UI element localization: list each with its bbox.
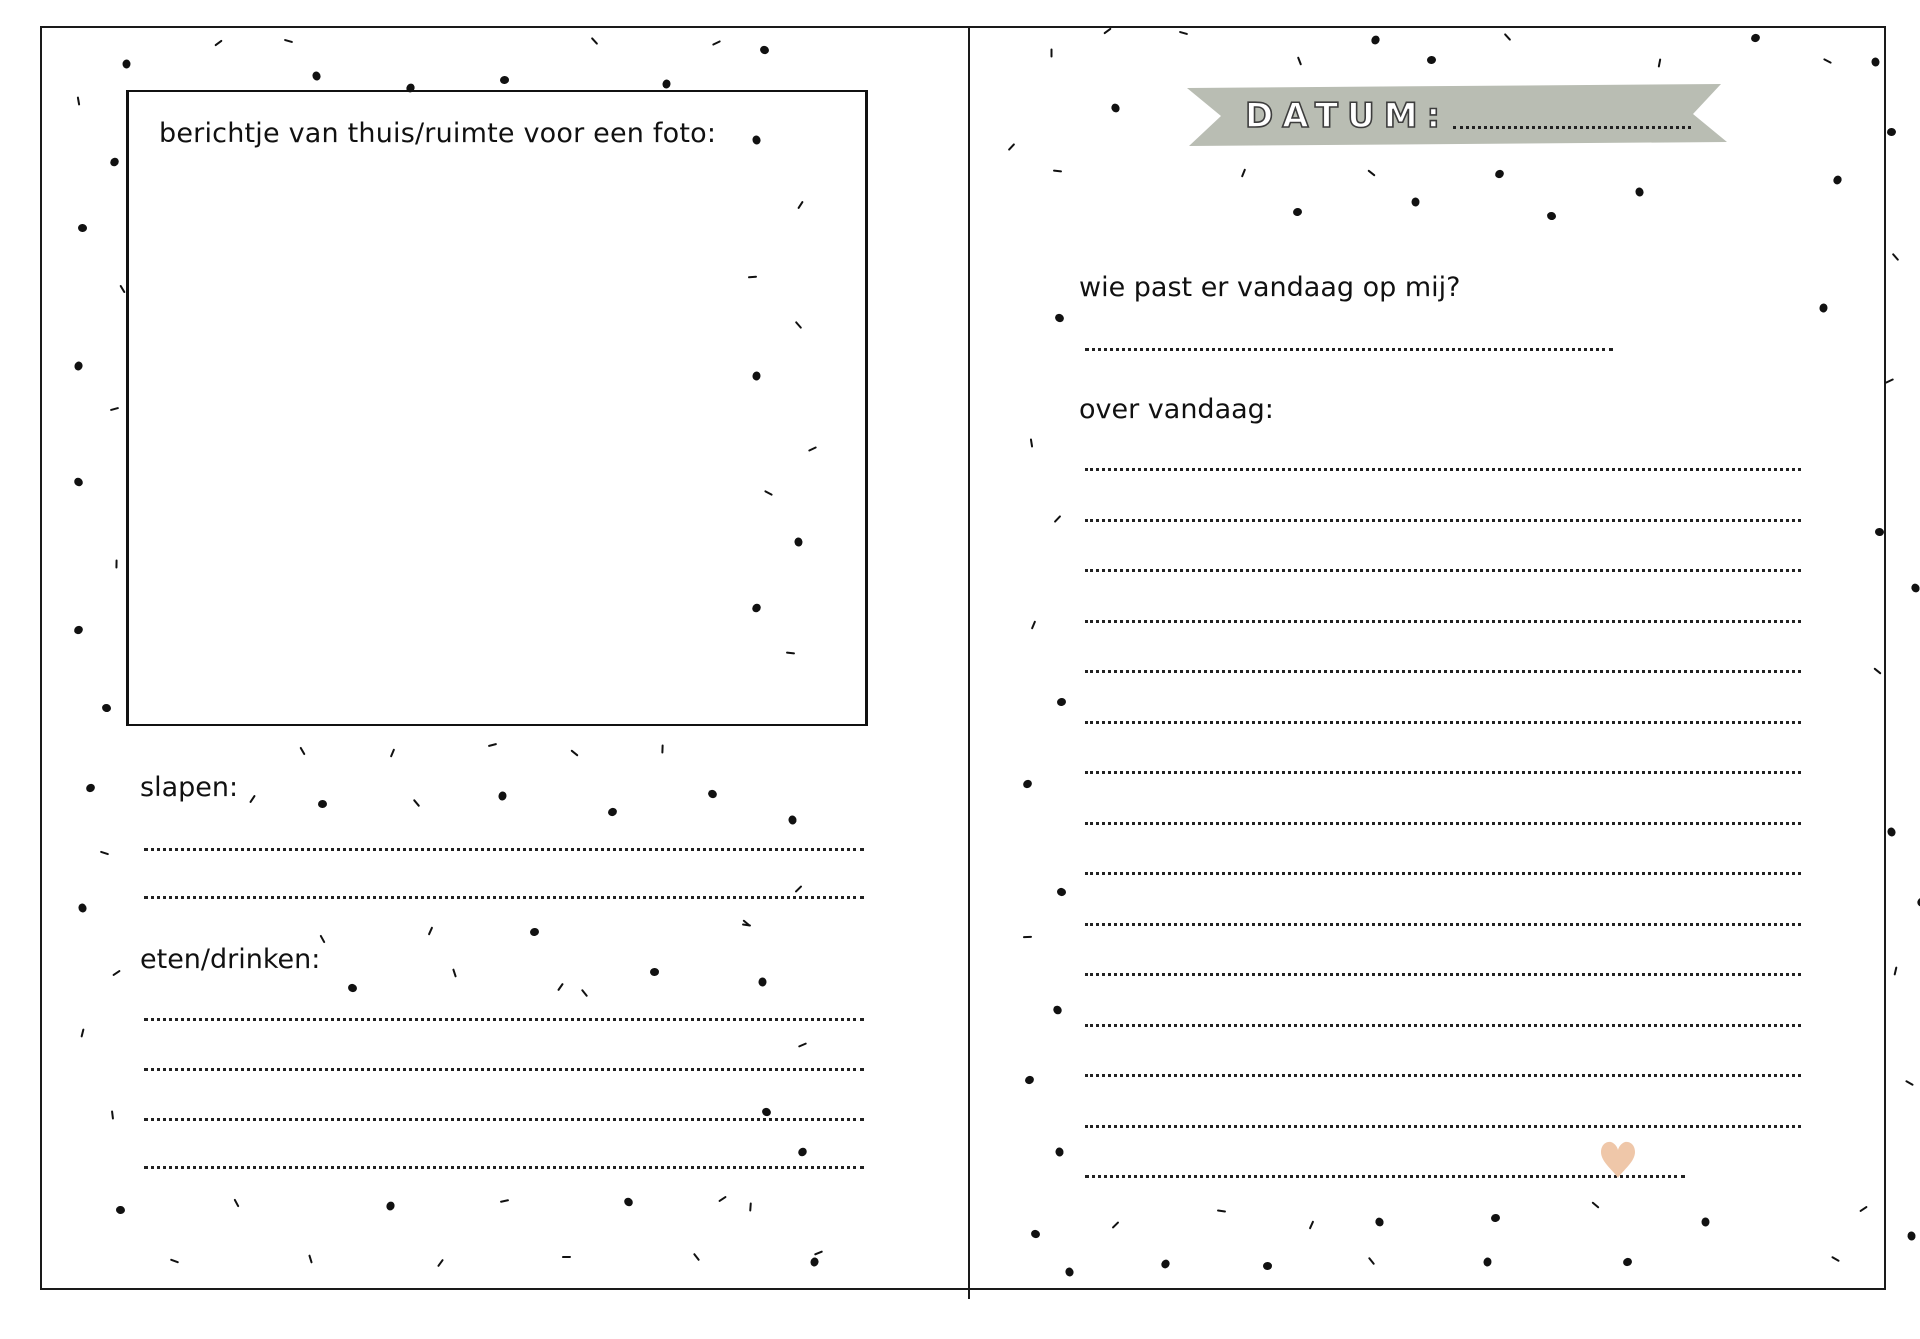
confetti-dash xyxy=(798,1042,807,1047)
confetti-dash xyxy=(1823,58,1832,64)
confetti-dash xyxy=(413,799,420,807)
today-line[interactable] xyxy=(1085,620,1801,623)
confetti-dash xyxy=(1905,1080,1914,1086)
confetti-dash xyxy=(570,749,578,756)
page-spine xyxy=(968,26,970,1299)
confetti-dot xyxy=(72,476,84,488)
confetti-dash xyxy=(1217,1209,1226,1212)
confetti-dash xyxy=(591,37,599,45)
today-line[interactable] xyxy=(1085,468,1801,471)
confetti-dot xyxy=(347,983,358,993)
food-line[interactable] xyxy=(144,1018,864,1021)
confetti-dot xyxy=(1055,1147,1064,1157)
confetti-dot xyxy=(1064,1266,1074,1277)
confetti-dot xyxy=(123,60,131,69)
sleep-line[interactable] xyxy=(144,848,864,851)
confetti-dash xyxy=(1297,56,1302,65)
confetti-dot xyxy=(73,624,85,636)
confetti-dash xyxy=(1658,58,1662,67)
confetti-dash xyxy=(1894,966,1898,975)
confetti-dash xyxy=(319,935,325,944)
confetti-dash xyxy=(77,96,81,105)
confetti-dot xyxy=(1887,128,1897,137)
confetti-dash xyxy=(814,1250,823,1255)
confetti-dot xyxy=(662,79,672,89)
confetti-dash xyxy=(112,970,121,977)
confetti-dash xyxy=(1892,253,1899,261)
food-line[interactable] xyxy=(144,1166,864,1169)
confetti-dot xyxy=(759,44,771,55)
today-line[interactable] xyxy=(1085,822,1801,825)
confetti-dot xyxy=(1871,57,1880,67)
confetti-dot xyxy=(1819,303,1829,313)
today-line[interactable] xyxy=(1085,721,1801,724)
heart-icon xyxy=(1599,1140,1637,1180)
photo-box xyxy=(126,90,868,726)
confetti-dot xyxy=(1374,1216,1385,1228)
confetti-dash xyxy=(284,39,293,43)
confetti-dash xyxy=(1309,1220,1314,1229)
confetti-dot xyxy=(1263,1262,1272,1270)
right-page xyxy=(971,28,1886,1288)
confetti-dot xyxy=(761,1106,773,1117)
confetti-dot xyxy=(115,1205,125,1214)
confetti-dash xyxy=(581,989,588,997)
confetti-dot xyxy=(1832,174,1844,186)
photo-box-caption: berichtje van thuis/ruimte voor een foto: xyxy=(159,118,717,149)
journal-spread xyxy=(40,26,1886,1290)
confetti-dot xyxy=(73,360,84,371)
confetti-dash xyxy=(1241,168,1246,177)
today-line[interactable] xyxy=(1085,973,1801,976)
confetti-dot xyxy=(1292,207,1303,217)
confetti-dot xyxy=(796,1146,808,1158)
confetti-dot xyxy=(1546,211,1557,221)
today-line[interactable] xyxy=(1085,519,1801,522)
confetti-dash xyxy=(1103,27,1111,34)
confetti-dash xyxy=(100,851,109,856)
confetti-dash xyxy=(299,747,305,756)
confetti-dash xyxy=(1873,667,1881,674)
confetti-dot xyxy=(318,800,327,808)
confetti-dot xyxy=(1634,186,1645,197)
confetti-dash xyxy=(712,40,721,46)
date-banner xyxy=(1181,84,1727,148)
food-label: eten/drinken: xyxy=(140,944,321,975)
confetti-dot xyxy=(1052,1004,1064,1016)
confetti-dash xyxy=(562,1256,571,1258)
confetti-dot xyxy=(1916,896,1920,908)
confetti-dot xyxy=(809,1257,819,1268)
confetti-dash xyxy=(557,983,564,992)
confetti-dot xyxy=(1056,887,1067,897)
today-line[interactable] xyxy=(1085,1074,1801,1077)
confetti-dash xyxy=(749,1202,752,1211)
confetti-dash xyxy=(1051,49,1053,58)
confetti-dot xyxy=(498,791,508,802)
confetti-dash xyxy=(1030,438,1033,447)
confetti-dot xyxy=(1030,1229,1041,1239)
confetti-dot xyxy=(1022,778,1034,790)
today-line[interactable] xyxy=(1085,872,1801,875)
confetti-dash xyxy=(1831,1256,1840,1262)
confetti-dash xyxy=(1367,169,1375,176)
confetti-dot xyxy=(1411,197,1419,206)
today-line[interactable] xyxy=(1085,771,1801,774)
confetti-dash xyxy=(437,1259,444,1267)
confetti-dot xyxy=(758,977,766,986)
confetti-dash xyxy=(1591,1201,1599,1208)
confetti-dot xyxy=(1886,826,1896,837)
confetti-dash xyxy=(119,285,125,294)
confetti-dash xyxy=(452,968,457,977)
today-line[interactable] xyxy=(1085,569,1801,572)
confetti-dot xyxy=(1701,1217,1709,1226)
today-line[interactable] xyxy=(1085,1175,1685,1178)
food-line[interactable] xyxy=(144,1118,864,1121)
confetti-dot xyxy=(1160,1258,1172,1270)
caretaker-line[interactable] xyxy=(1085,348,1613,351)
confetti-dot xyxy=(1494,168,1506,180)
confetti-dot xyxy=(529,927,540,937)
confetti-dot xyxy=(1910,582,1920,594)
confetti-dash xyxy=(1368,1257,1375,1265)
today-line[interactable] xyxy=(1085,670,1801,673)
confetti-dot xyxy=(1622,1257,1633,1268)
confetti-dot xyxy=(1110,102,1121,114)
confetti-dash xyxy=(308,1254,313,1263)
confetti-dot xyxy=(622,1196,634,1208)
sleep-line[interactable] xyxy=(144,896,864,899)
confetti-dash xyxy=(693,1253,700,1261)
confetti-dash xyxy=(111,1110,114,1119)
today-line[interactable] xyxy=(1085,1024,1801,1027)
confetti-dot xyxy=(500,76,510,85)
confetti-dot xyxy=(101,703,112,713)
confetti-dot xyxy=(1490,1213,1501,1223)
confetti-dot xyxy=(650,968,659,976)
confetti-dot xyxy=(788,815,797,825)
confetti-dash xyxy=(234,1199,240,1208)
confetti-dash xyxy=(1859,1206,1868,1213)
confetti-dash xyxy=(718,1196,727,1203)
confetti-dash xyxy=(110,407,119,411)
confetti-dash xyxy=(488,743,497,747)
confetti-dash xyxy=(1008,143,1016,151)
confetti-dash xyxy=(80,1028,84,1037)
confetti-dash xyxy=(1885,378,1894,384)
confetti-dash xyxy=(249,795,256,804)
confetti-dash xyxy=(214,39,222,46)
confetti-dash xyxy=(1031,620,1036,629)
confetti-dot xyxy=(85,782,97,794)
confetti-dot xyxy=(385,1200,396,1212)
confetti-dash xyxy=(1504,33,1512,41)
confetti-dot xyxy=(1024,1075,1035,1086)
confetti-dot xyxy=(1750,32,1762,43)
food-line[interactable] xyxy=(144,1068,864,1071)
date-field[interactable] xyxy=(1453,126,1691,129)
confetti-dash xyxy=(1054,515,1062,523)
confetti-dot xyxy=(78,224,88,233)
confetti-dot xyxy=(1054,312,1066,323)
confetti-dot xyxy=(77,902,87,913)
confetti-dash xyxy=(428,926,433,935)
today-line[interactable] xyxy=(1085,1125,1801,1128)
confetti-dash xyxy=(390,748,395,757)
confetti-dash xyxy=(1179,31,1188,35)
confetti-dash xyxy=(170,1259,179,1264)
sleep-label: slapen: xyxy=(140,772,239,803)
confetti-dash xyxy=(795,885,803,893)
confetti-dot xyxy=(607,807,618,818)
confetti-dash xyxy=(1053,170,1062,173)
confetti-dot xyxy=(1427,56,1437,65)
confetti-dot xyxy=(1483,1257,1493,1268)
confetti-dash xyxy=(1023,936,1032,938)
confetti-dash xyxy=(115,559,117,568)
date-label: DATUM: xyxy=(1245,96,1450,136)
confetti-dot xyxy=(1875,527,1885,536)
confetti-dot xyxy=(1907,1231,1916,1241)
caretaker-question: wie past er vandaag op mij? xyxy=(1079,272,1461,303)
confetti-dot xyxy=(1056,697,1067,707)
confetti-dot xyxy=(707,788,719,799)
left-page xyxy=(42,28,969,1288)
today-label: over vandaag: xyxy=(1079,394,1274,425)
confetti-dash xyxy=(1112,1221,1120,1229)
confetti-dot xyxy=(109,156,121,168)
confetti-dot xyxy=(1370,34,1382,46)
confetti-dash xyxy=(661,744,663,753)
confetti-dot xyxy=(311,70,322,81)
today-line[interactable] xyxy=(1085,923,1801,926)
confetti-dash xyxy=(500,1199,509,1203)
